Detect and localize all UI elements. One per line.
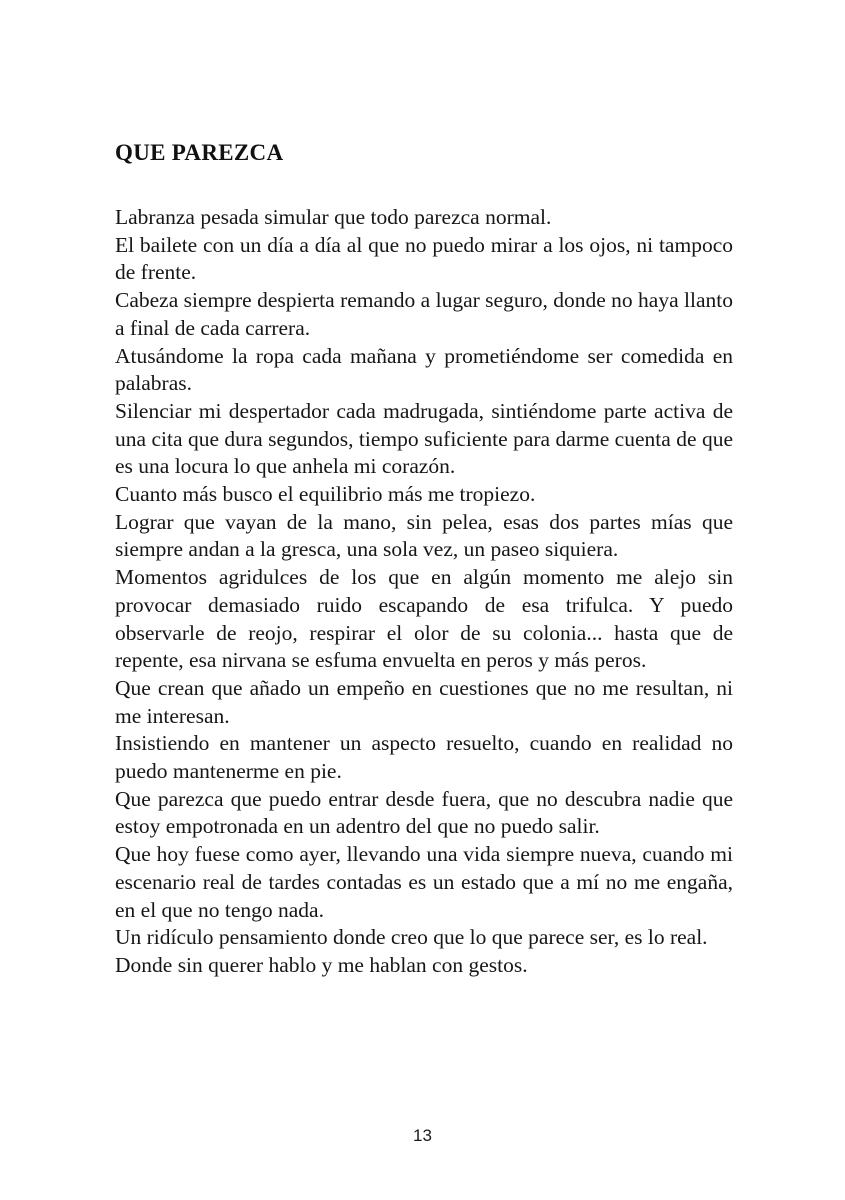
paragraph: Atusándome la ropa cada mañana y prometiéndome ser comedida en palabras. [115, 343, 733, 396]
paragraph: Silenciar mi despertador cada madrugada, sintiéndome parte activa de una cita que dura segundos, tiempo suficiente para darme cuenta de que es una locura lo que anhela mi corazón. [115, 398, 733, 479]
paragraph: Cuanto más busco el equilibrio más me tropiezo. [115, 482, 536, 507]
paragraph: Lograr que vayan de la mano, sin pelea, esas dos partes mías que siempre andan a la gresca, una sola vez, un paseo siquiera. [115, 509, 733, 562]
paragraph: Insistiendo en mantener un aspecto resuelto, cuando en realidad no puedo mantenerme en pie. [115, 731, 733, 784]
page-number: 13 [413, 1126, 432, 1145]
paragraph: Momentos agridulces de los que en algún momento me alejo sin provocar demasiado ruido escapando de esa trifulca. Y puedo observarle de reojo, respirar el olor de su colonia... hasta que de repente, esa nirvana se esfuma envuelta en peros y más peros. [115, 565, 733, 673]
paragraph: Cabeza siempre despierta remando a lugar seguro, donde no haya llanto a final de cada carrera. [115, 288, 733, 340]
paragraph: Que parezca que puedo entrar desde fuera, que no descubra nadie que estoy empotronada en un adentro del que no puedo salir. [115, 786, 733, 839]
body-text [115, 204, 733, 980]
paragraph: El bailete con un día a día al que no puedo mirar a los ojos, ni tampoco de frente. [115, 232, 733, 285]
paragraph: Un ridículo pensamiento donde creo que lo que parece ser, es lo real. [115, 925, 708, 950]
text-block [115, 140, 733, 980]
paragraph: Labranza pesada simular que todo parezca normal. [115, 205, 552, 229]
paragraph: Que crean que añado un empeño en cuestiones que no me resultan, ni me interesan. [115, 675, 733, 728]
paragraph: Donde sin querer hablo y me hablan con gestos. [115, 952, 528, 977]
page-title: QUE PAREZCA [115, 140, 284, 165]
paragraph: Que hoy fuese como ayer, llevando una vida siempre nueva, cuando mi escenario real de tardes contadas es un estado que a mí no me engaña, en el que no tengo nada. [115, 842, 733, 922]
